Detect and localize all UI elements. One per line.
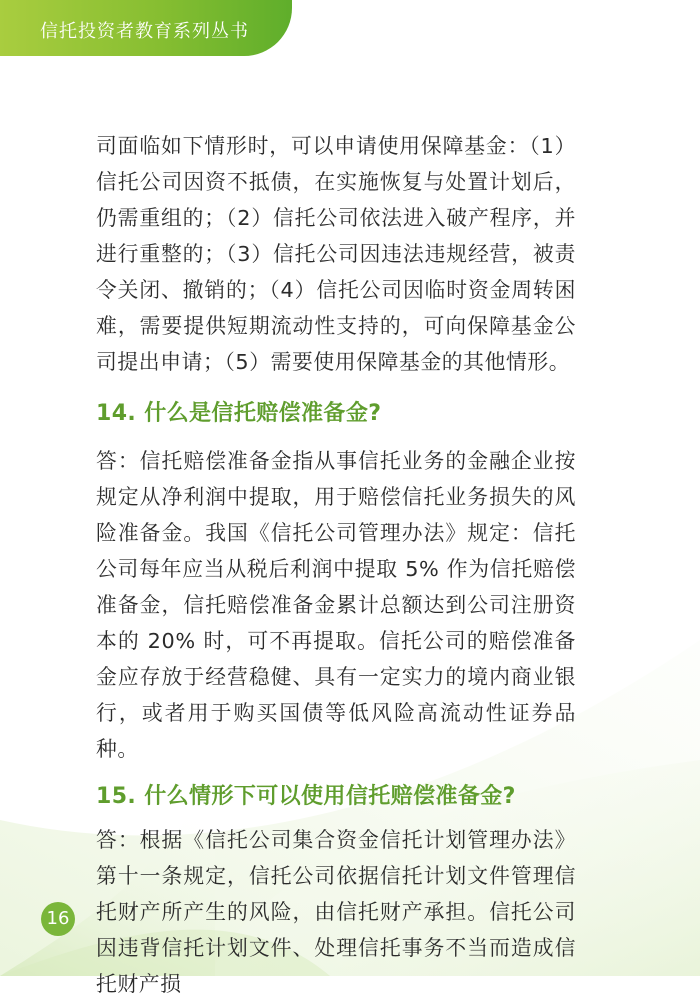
question-14-heading: 14. 什么是信托赔偿准备金?: [96, 401, 382, 426]
intro-paragraph: 司面临如下情形时，可以申请使用保障基金：（1）信托公司因资不抵债，在实施恢复与处置计划后，仍需重组的；（2）信托公司依法进入破产程序，并进行重整的；（3）信托公司因违法违规经营，被责令关闭、撤销的；（4）信托公司因临时资金周转困难，需要提供短期流动性支持的，可向保障基金公司提出申请；（5）需要使用保障基金的其他情形。: [96, 134, 576, 374]
page-number-badge: 16: [41, 902, 75, 936]
question-15-answer: 答：根据《信托公司集合资金信托计划管理办法》第十一条规定，信托公司依据信托计划文件管理信托财产所产生的风险，由信托财产承担。信托公司因违背信托计划文件、处理信托事务不当而造成信托财产损: [96, 828, 576, 996]
header-banner: [0, 0, 292, 56]
question-14-answer: 答：信托赔偿准备金指从事信托业务的金融企业按规定从净利润中提取，用于赔偿信托业务损失的风险准备金。我国《信托公司管理办法》规定：信托公司每年应当从税后利润中提取 5% 作为信托赔偿准备金，信托赔偿准备金累计总额达到公司注册资本的 20% 时，可不再提取。信托公司的赔偿准备金应存放于经营稳健、具有一定实力的境内商业银行，或者用于购买国债等低风险高流动性证券品种。: [96, 449, 576, 761]
series-title: 信托投资者教育系列丛书: [40, 21, 249, 42]
page-content: [96, 128, 576, 1002]
question-15-heading: 15. 什么情形下可以使用信托赔偿准备金?: [96, 784, 516, 809]
